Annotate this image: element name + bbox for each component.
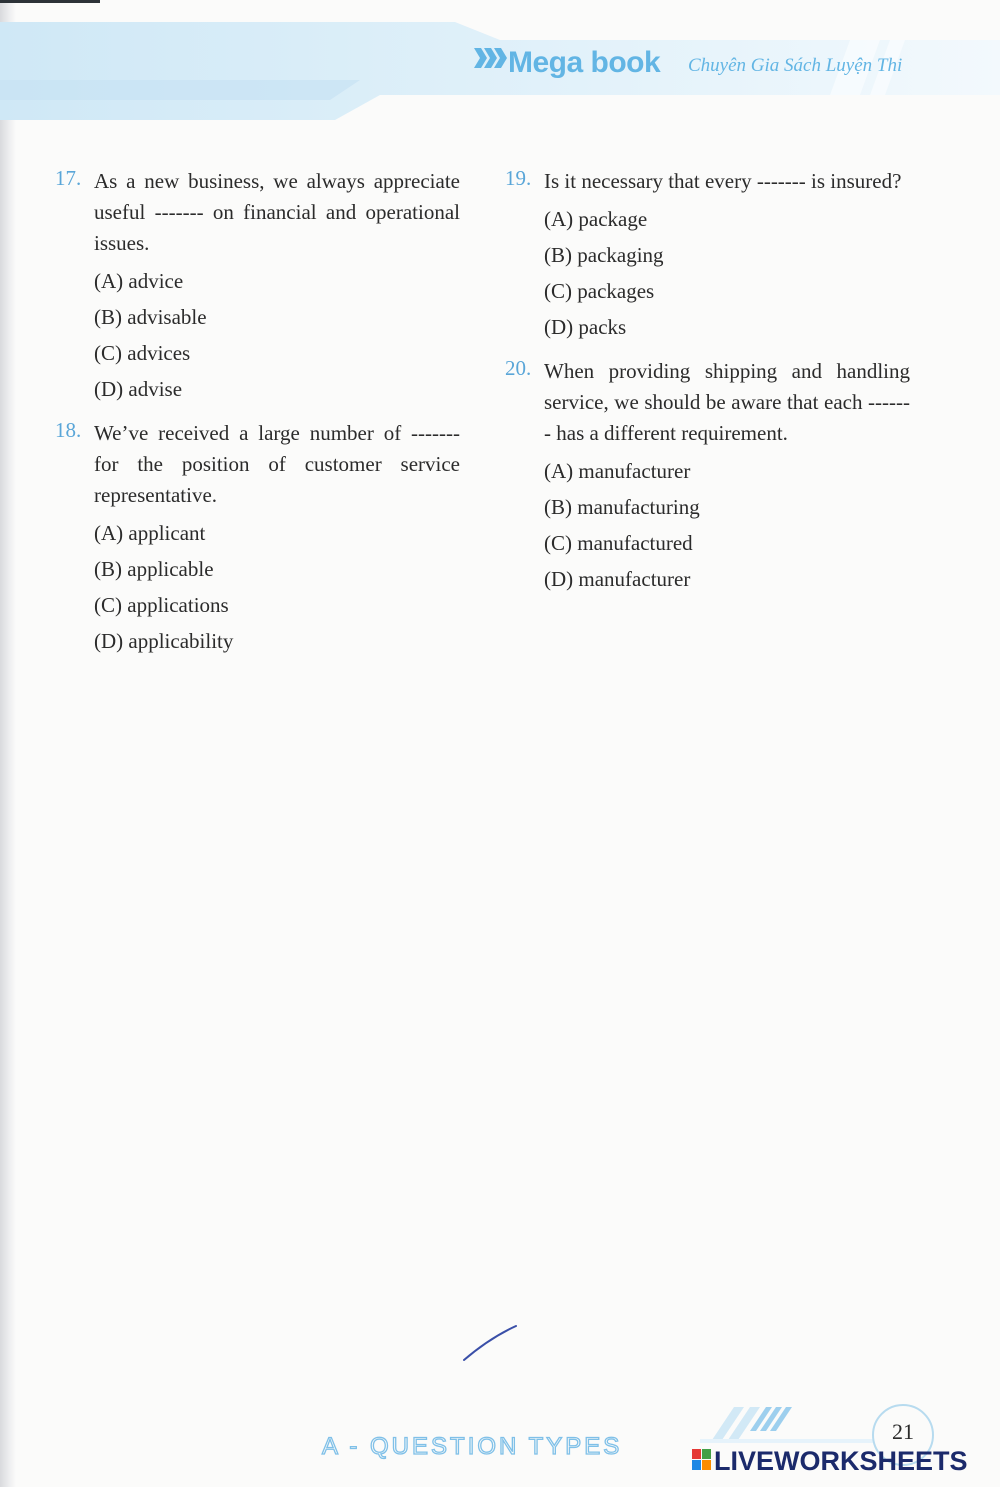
pen-mark — [460, 1322, 520, 1364]
option-d[interactable]: (D) applicability — [94, 629, 234, 653]
brand-tagline: Chuyên Gia Sách Luyện Thi — [688, 55, 903, 76]
brand-name: Mega book — [508, 46, 661, 79]
question-18 — [55, 418, 460, 659]
answer-options — [544, 201, 910, 345]
question-17 — [55, 166, 460, 407]
question-number: 19. — [505, 166, 532, 190]
question-number: 17. — [55, 166, 82, 190]
option-c[interactable]: (C) packages — [544, 279, 655, 303]
chevron-right-icon — [472, 46, 508, 70]
page-number: 21 — [892, 1419, 914, 1444]
question-number: 20. — [505, 356, 532, 380]
option-a[interactable]: (A) manufacturer — [544, 459, 691, 483]
option-a[interactable]: (A) advice — [94, 269, 184, 293]
option-c[interactable]: (C) applications — [94, 593, 229, 617]
question-stem: As a new business, we always appreciate useful ------- on financial and operational issues. — [94, 169, 460, 255]
option-a[interactable]: (A) applicant — [94, 521, 206, 545]
liveworksheets-logo-icon — [692, 1449, 712, 1471]
watermark-text: LIVEWORKSHEETS — [714, 1446, 968, 1476]
option-d[interactable]: (D) manufacturer — [544, 567, 691, 591]
question-stem: Is it necessary that every ------- is insured? — [544, 169, 902, 193]
option-b[interactable]: (B) applicable — [94, 557, 214, 581]
question-number: 18. — [55, 418, 82, 442]
answer-options — [544, 453, 910, 597]
option-d[interactable]: (D) packs — [544, 315, 627, 339]
option-b[interactable]: (B) advisable — [94, 305, 207, 329]
section-title: A - QUESTION TYPES — [322, 1433, 623, 1460]
option-b[interactable]: (B) manufacturing — [544, 495, 700, 519]
option-d[interactable]: (D) advise — [94, 377, 183, 401]
liveworksheets-watermark — [692, 1447, 992, 1479]
question-19 — [505, 166, 910, 345]
question-20 — [505, 356, 910, 597]
question-stem: When providing shipping and handling service, we should be aware that each ------- has a different requirement. — [544, 359, 910, 445]
option-a[interactable]: (A) package — [544, 207, 648, 231]
answer-options — [94, 263, 460, 407]
slash-decoration — [700, 1405, 880, 1445]
page-binding-edge — [0, 0, 16, 1487]
option-b[interactable]: (B) packaging — [544, 243, 664, 267]
question-stem: We’ve received a large number of ------- for the position of customer service representative. — [94, 421, 460, 507]
header-band — [0, 0, 1000, 125]
brand-header — [472, 46, 952, 86]
answer-options — [94, 515, 460, 659]
option-c[interactable]: (C) advices — [94, 341, 191, 365]
option-c[interactable]: (C) manufactured — [544, 531, 693, 555]
